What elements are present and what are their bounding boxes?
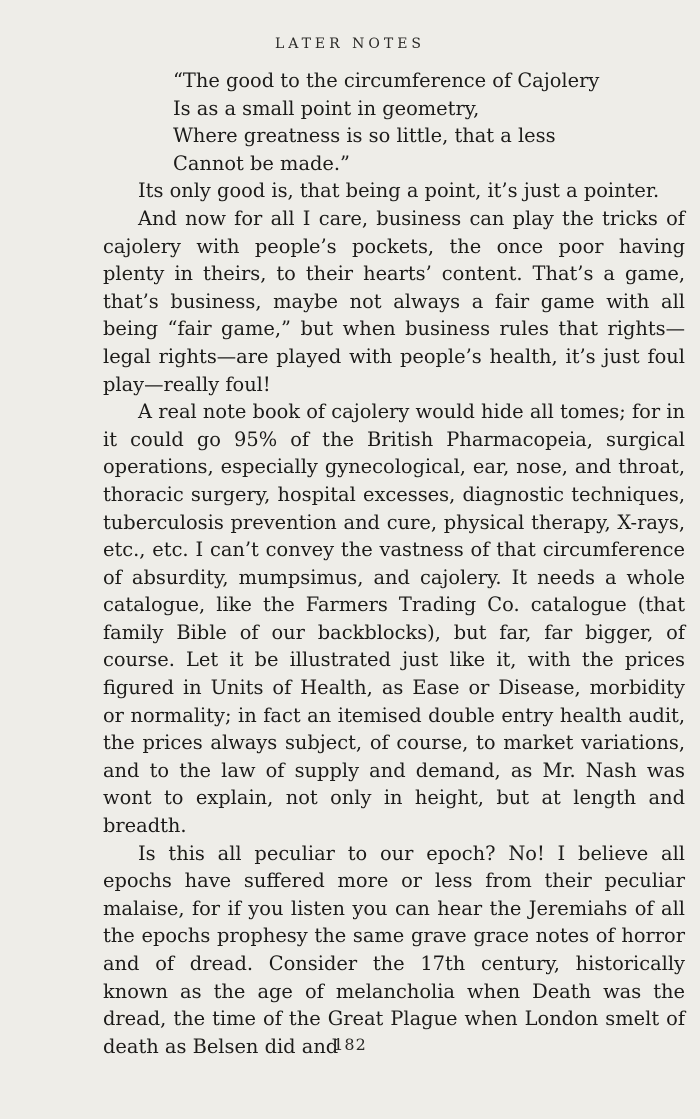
- verse-line: “The good to the circumference of Cajolery: [173, 69, 600, 92]
- paragraph: Its only good is, that being a point, it’s just a pointer.: [138, 179, 660, 203]
- paragraph: And now for all I care, business can play the tricks of cajolery with people’s pockets, the once poor having plenty in theirs, to their hearts’ content. That’s a game, that’s business, maybe not always a fair game with all being “fair game,” but when business rules that rights—legal rights—are played with people’s health, it’s just foul play—really foul!: [103, 206, 685, 396]
- verse-line: Where greatness is so little, that a less: [173, 124, 556, 148]
- verse-line: Is as a small point in geometry,: [173, 96, 480, 120]
- page-body: [103, 67, 685, 1060]
- paragraph: A real note book of cajolery would hide all tomes; for in it could go 95% of the British Pharmacopeia, surgical operations, especially gynecological, ear, nose, and throat, thoracic surgery, hospital excesses, diagnostic techniques, tuberculosis prevention and cure, physical therapy, X-rays, etc., etc. I can’t convey the vastness of that circumference of absurdity, mumpsimus, and cajolery. It needs a whole catalogue, like the Farmers Trading Co. catalogue (that family Bible of our backblocks), but far, far bigger, of course. Let it be illustrated just like it, with the prices figured in Units of Health, as Ease or Disease, morbidity or normality; in fact an itemised double entry health audit, the prices always subject, of course, to market variations, and to the law of supply and demand, as Mr. Nash was wont to explain, not only in height, but at length and breadth.: [103, 400, 685, 838]
- verse-line: Cannot be made.”: [173, 151, 350, 175]
- verse-quotation: [103, 67, 685, 177]
- page-number: 182: [333, 1035, 367, 1054]
- paragraph: Is this all peculiar to our epoch? No! I believe all epochs have suffered more or less from their peculiar malaise, for if you listen you can hear the Jeremiahs of all the epochs prophesy the same grave grace notes of horror and of dread. Consider the 17th century, historically known as the age of melancholia when Death was the dread, the time of the Great Plague when London smelt of death as Belsen did and: [103, 841, 685, 1058]
- running-head: LATER NOTES: [274, 36, 426, 52]
